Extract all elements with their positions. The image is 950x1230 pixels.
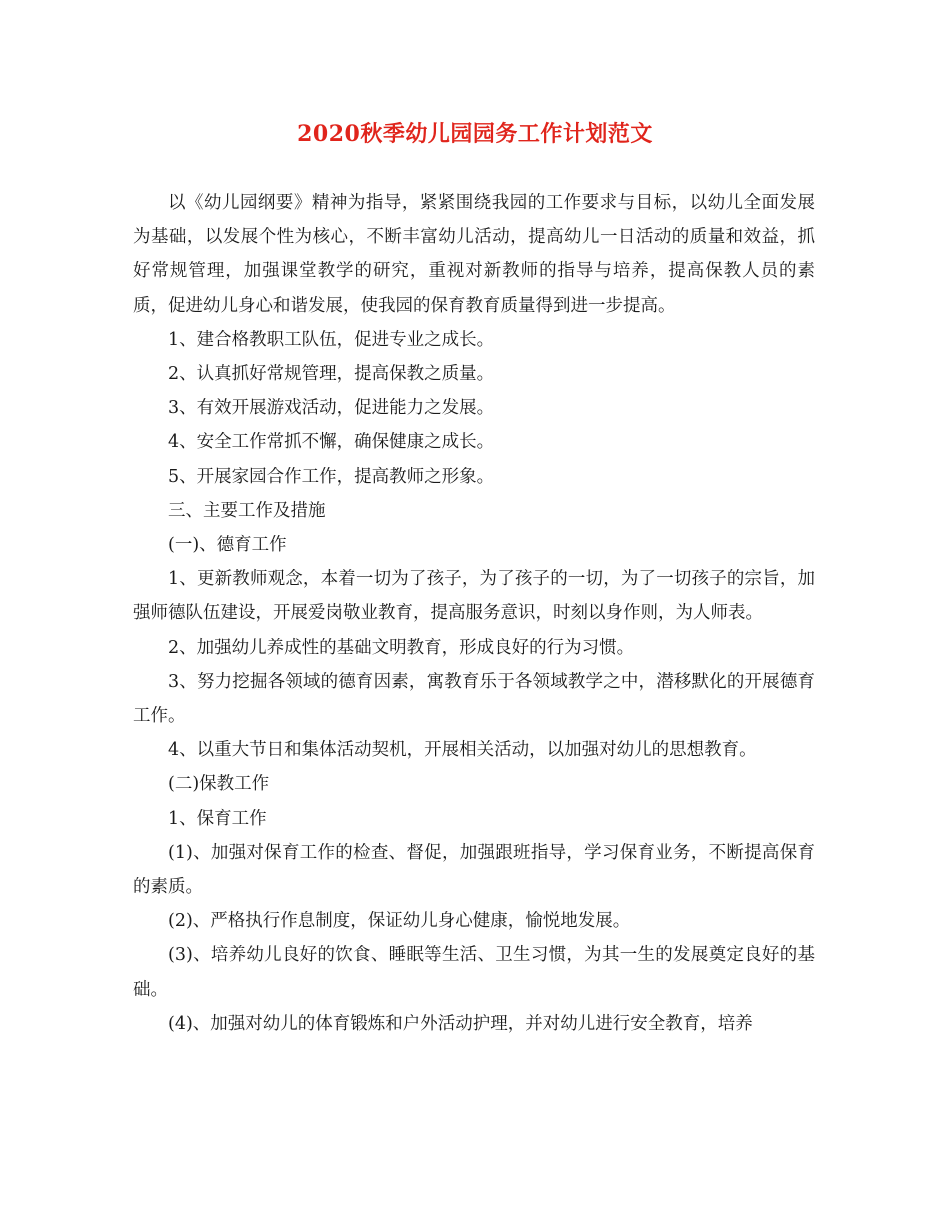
paragraph-care-2: (2)、严格执行作息制度，保证幼儿身心健康，愉悦地发展。	[168, 911, 631, 932]
section-heading-main-work: 三、主要工作及措施	[168, 500, 326, 521]
paragraph-goal-2: 2、认真抓好常规管理，提高保教之质量。	[168, 364, 495, 385]
document-title: 2020秋季幼儿园园务工作计划范文	[297, 121, 653, 147]
paragraph-moral-4: 4、以重大节日和集体活动契机，开展相关活动，以加强对幼儿的思想教育。	[168, 740, 757, 761]
paragraph-goal-1: 1、建合格教职工队伍，促进专业之成长。	[168, 329, 495, 350]
subsection-heading-moral: (一)、德育工作	[168, 535, 287, 556]
document-body	[133, 186, 815, 1041]
subsection-heading-care: (二)保教工作	[168, 774, 270, 795]
paragraph-moral-1: 1、更新教师观念，本着一切为了孩子，为了孩子的一切，为了一切孩子的宗旨，加强师德队伍建设，开展爱岗敬业教育，提高服务意识，时刻以身作则，为人师表。	[133, 569, 815, 624]
paragraph-moral-3: 3、努力挖掘各领域的德育因素，寓教育乐于各领域教学之中，潜移默化的开展德育工作。	[133, 671, 815, 727]
paragraph-care-3: (3)、培养幼儿良好的饮食、睡眠等生活、卫生习惯，为其一生的发展奠定良好的基础。	[133, 945, 815, 1000]
paragraph-moral-2: 2、加强幼儿养成性的基础文明教育，形成良好的行为习惯。	[168, 637, 635, 658]
paragraph-goal-3: 3、有效开展游戏活动，促进能力之发展。	[168, 398, 495, 419]
subheading-childcare: 1、保育工作	[168, 808, 267, 829]
paragraph-goal-4: 4、安全工作常抓不懈，确保健康之成长。	[168, 432, 495, 453]
paragraph-goal-5: 5、开展家园合作工作，提高教师之形象。	[168, 466, 495, 487]
paragraph-care-1: (1)、加强对保育工作的检查、督促，加强跟班指导，学习保育业务，不断提高保育的素质。	[133, 842, 815, 898]
paragraph-care-4: (4)、加强对幼儿的体育锻炼和户外活动护理，并对幼儿进行安全教育，培养	[168, 1013, 753, 1034]
paragraph-intro: 以《幼儿园纲要》精神为指导，紧紧围绕我园的工作要求与目标，以幼儿全面发展为基础，以发展个性为核心，不断丰富幼儿活动，提高幼儿一日活动的质量和效益，抓好常规管理，加强课堂教学的研究，重视对新教师的指导与培养，提高保教人员的素质，促进幼儿身心和谐发展，使我园的保育教育质量得到进一步提高。	[133, 193, 815, 316]
